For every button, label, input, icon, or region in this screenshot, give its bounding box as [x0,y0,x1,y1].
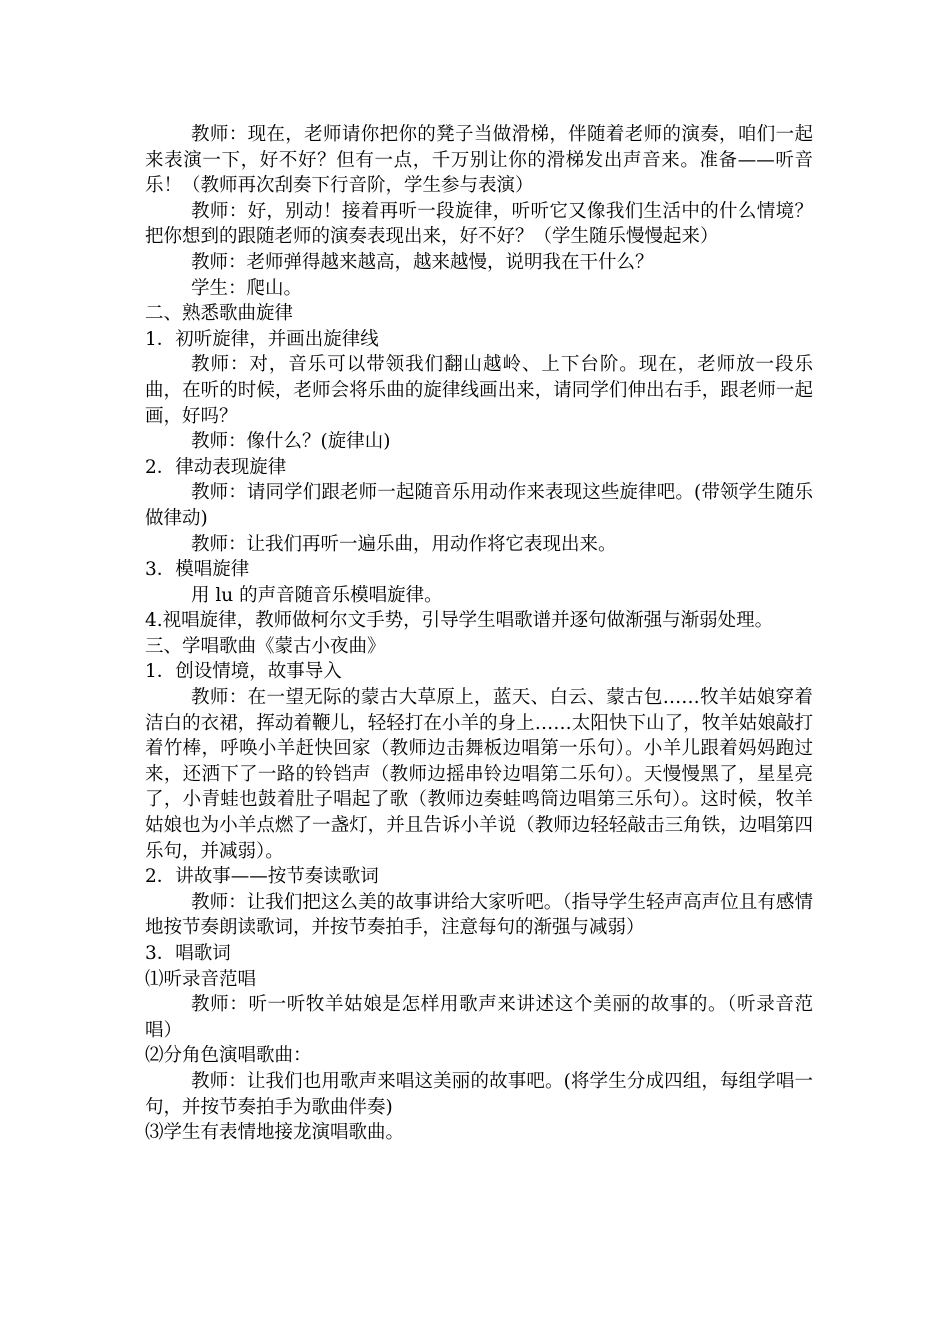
heading-line: 1．创设情境，故事导入 [145,661,342,683]
body-paragraph: 教师：让我们再听一遍乐曲，用动作将它表现出来。 [191,533,617,555]
body-paragraph: 教师：对，音乐可以带领我们翻山越岭、上下台阶。现在，老师放一段乐曲，在听的时候，老师会将乐曲的旋律线画出来，请同学们伸出右手，跟老师一起画，好吗？ [145,354,813,427]
heading-line: 二、熟悉歌曲旋律 [145,303,294,325]
heading-line: 2．律动表现旋律 [145,456,287,478]
body-paragraph: 教师：请同学们跟老师一起随音乐用动作来表现这些旋律吧。(带领学生随乐做律动) [145,482,813,529]
heading-line: 三、学唱歌曲《蒙古小夜曲》 [145,635,386,657]
body-paragraph: 教师：听一听牧羊姑娘是怎样用歌声来讲述这个美丽的故事的。（听录音范唱） [145,994,813,1041]
body-paragraph: 教师：老师弹得越来越高，越来越慢，说明我在干什么？ [191,251,654,273]
heading-line: 3．模唱旋律 [145,559,250,581]
heading-line: ⑴听录音范唱 [145,968,257,990]
body-paragraph: 学生：爬山。 [191,277,303,299]
body-paragraph: 教师：在一望无际的蒙古大草原上，蓝天、白云、蒙古包……牧羊姑娘穿着洁白的衣裙，挥动着鞭儿，轻轻打在小羊的身上……太阳快下山了，牧羊姑娘敲打着竹棒，呼唤小羊赶快回家（教师边击舞板边唱第一乐句）。小羊儿跟着妈妈跑过来，还洒下了一路的铃铛声（教师边摇串铃边唱第二乐句）。天慢慢黑了，星星亮了，小青蛙也鼓着肚子唱起了歌（教师边奏蛙鸣筒边唱第三乐句）。这时候，牧羊姑娘也为小羊点燃了一盏灯，并且告诉小羊说（教师边轻轻敲击三角铁，边唱第四乐句，并减弱）。 [145,687,813,862]
heading-line: 2．讲故事——按节奏读歌词 [145,866,379,888]
heading-line: 1．初听旋律，并画出旋律线 [145,328,379,350]
heading-line: 4.视唱旋律，教师做柯尔文手势，引导学生唱歌谱并逐句做渐强与渐弱处理。 [145,610,774,632]
body-paragraph: 教师：让我们把这么美的故事讲给大家听吧。（指导学生轻声高声位且有感情地按节奏朗读歌词，并按节奏拍手，注意每句的渐强与减弱） [145,891,813,939]
body-paragraph: 教师：让我们也用歌声来唱这美丽的故事吧。(将学生分成四组，每组学唱一句，并按节奏拍手为歌曲伴奏) [145,1070,813,1118]
body-paragraph: 教师：好，别动！接着再听一段旋律，听听它又像我们生活中的什么情境？把你想到的跟随老师的演奏表现出来，好不好？（学生随乐慢慢起来） [145,200,813,248]
body-paragraph: 用 lu 的声音随音乐模唱旋律。 [191,584,443,606]
heading-line: 3．唱歌词 [145,943,231,964]
body-paragraph: 教师：像什么？(旋律山) [191,431,391,453]
body-paragraph: 教师：现在，老师请你把你的凳子当做滑梯，伴随着老师的演奏，咱们一起来表演一下，好不好？但有一点，千万别让你的滑梯发出声音来。准备——听音乐！（教师再次刮奏下行音阶，学生参与表演） [145,124,813,197]
heading-line: ⑵分角色演唱歌曲： [145,1045,312,1067]
document-body [145,122,813,1146]
heading-line: ⑶学生有表情地接龙演唱歌曲。 [145,1122,405,1144]
